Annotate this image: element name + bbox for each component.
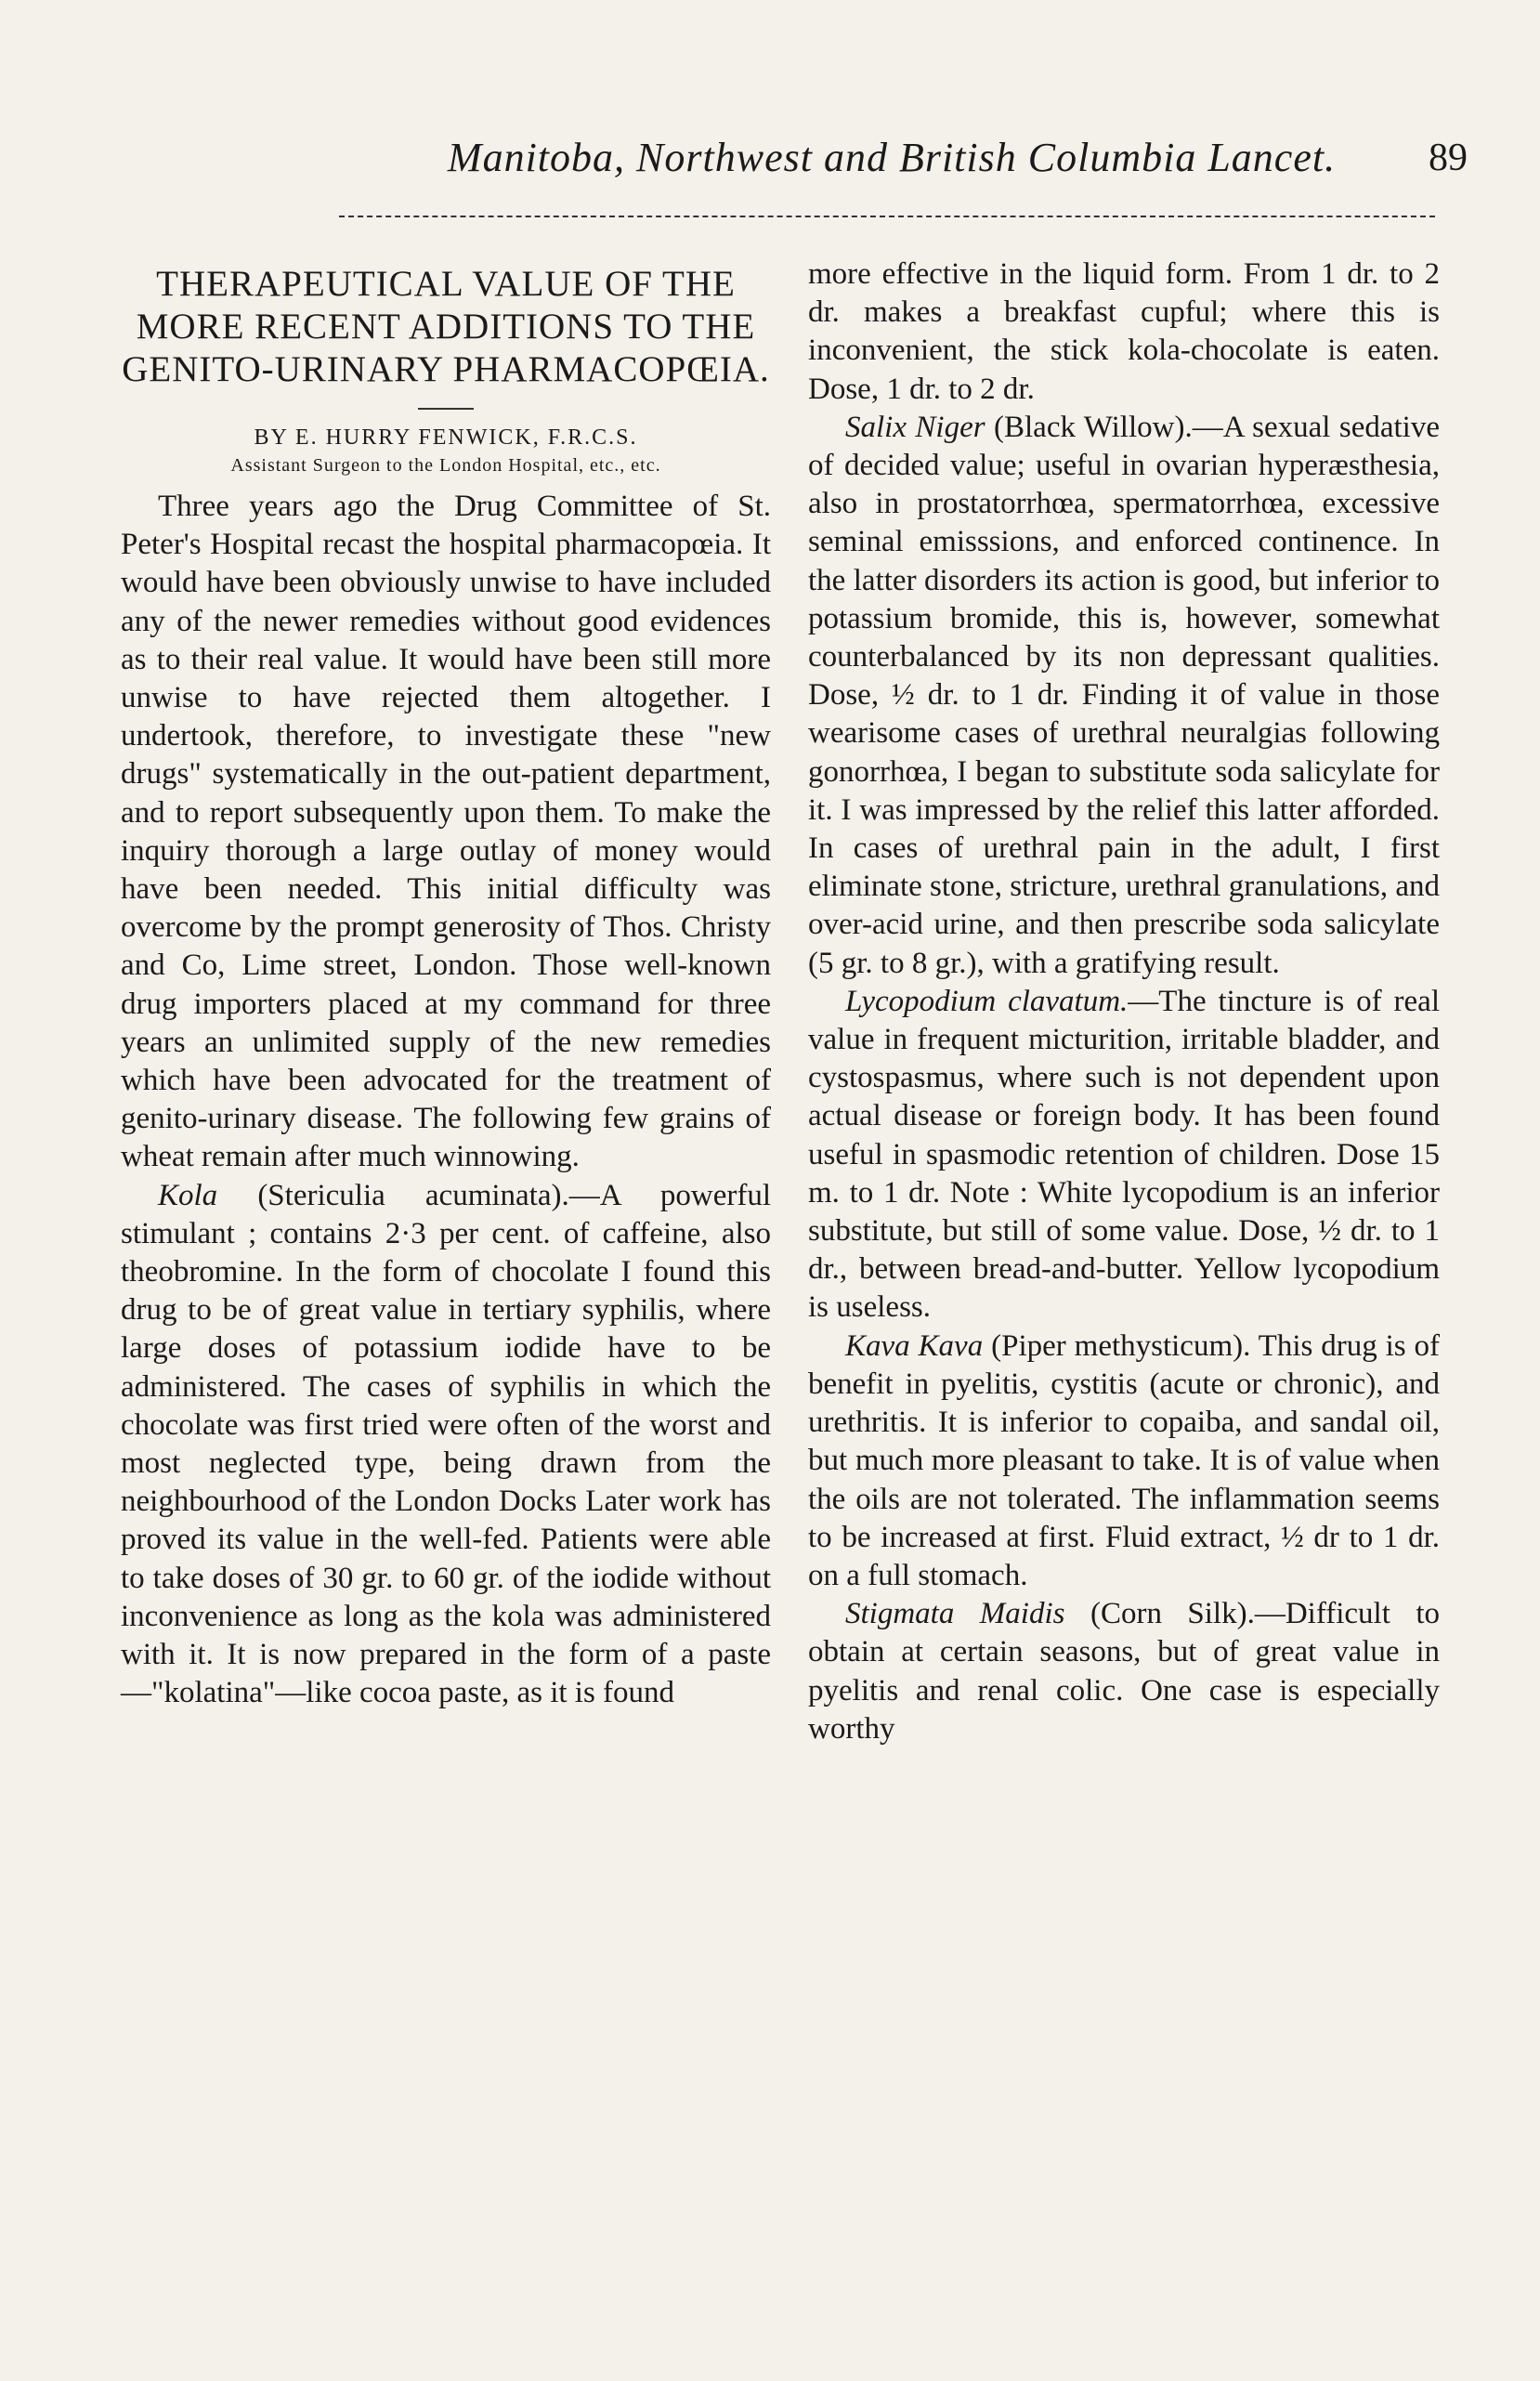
stigmata-text: (Corn Silk).—Difficult to obtain at certain seasons, but of great value in pyelitis and renal colic. One case is especially worthy xyxy=(808,1597,1441,1746)
author-byline: BY E. HURRY FENWICK, F.R.C.S. xyxy=(254,425,638,450)
salix-paragraph xyxy=(808,409,1440,983)
kola-continued: more effective in the liquid form. From 1 dr. to 2 dr. makes a breakfast cupful; where this is inconvenient, the stick kola-chocolate is eaten. Dose, 1 dr. to 2 dr. xyxy=(808,257,1440,406)
kava-text: (Piper methysticum). This drug is of benefit in pyelitis, cystitis (acute or chronic), and urethritis. It is inferior to copaiba, and sandal oil, but much more pleasant to take. It is of value when the oils are not tolerated. The inflammation seems to be increased at first. Fluid extract, ½ dr to 1 dr. on a full stomach. xyxy=(808,1328,1440,1592)
author-affiliation: Assistant Surgeon to the London Hospital, etc., etc. xyxy=(230,455,661,476)
kola-name: Kola xyxy=(158,1178,218,1212)
lycopodium-text: —The tincture is of real value in frequent micturition, irritable bladder, and cystospasmus, where such is not dependent upon actual disease or foreign body. It has been found useful in spasmodic retention of children. Dose 15 m. to 1 dr. Note : White lycopodium is an inferior substitute, but still of some value. Dose, ½ dr. to 1 dr., between bread-and-butter. Yellow lycopodium is useless. xyxy=(808,984,1440,1325)
title-divider xyxy=(418,408,474,410)
kola-paragraph xyxy=(121,1177,771,1713)
salix-text: (Black Willow).—A sexual sedative of decided value; useful in ovarian hyperæsthesia, also in prostatorrhœa, spermatorrhœa, excessive seminal emisssions, and enforced continence. In the latter disorders its action is good, but inferior to potassium bromide, this is, however, somewhat counterbalanced by its non depressant qualities. Dose, ½ dr. to 1 dr. Finding it of value in those wearisome cases of urethral neuralgias following gonorrhœa, I began to substitute soda salicylate for it. I was impressed by the relief this latter afforded. In cases of urethral pain in the adult, I first eliminate stone, stricture, urethral granulations, and over-acid urine, and then prescribe soda salicylate (5 gr. to 8 gr.), with a gratifying result. xyxy=(808,410,1440,980)
stigmata-name: Stigmata Maidis xyxy=(845,1597,1065,1631)
kola-text: (Stericulia acuminata).—A powerful stimulant ; contains 2·3 per cent. of caffeine, also theobromine. In the form of chocolate I found this drug to be of great value in tertiary syphilis, where large doses of potassium iodide have to be administered. The cases of syphilis in which the chocolate was first tried were often of the worst and most neglected type, being drawn from the neighbourhood of the London Docks Later work has proved its value in the well-fed. Patients were able to take doses of 30 gr. to 60 gr. of the iodide without inconvenience as long as the kola was administered with it. It is now prepared in the form of a paste—"kolatina"—like cocoa paste, as it is found xyxy=(121,1178,771,1710)
kava-paragraph xyxy=(808,1328,1440,1595)
left-column xyxy=(121,255,771,1713)
right-column xyxy=(808,255,1440,1748)
article-title: THERAPEUTICAL VALUE OF THE MORE RECENT ADDITIONS TO THE GENITO-URINARY PHARMACOPŒIA. xyxy=(122,264,770,389)
page-number: 89 xyxy=(1429,137,1468,179)
stigmata-paragraph xyxy=(808,1595,1440,1748)
lycopodium-name: Lycopodium clavatum. xyxy=(845,984,1129,1018)
salix-name: Salix Niger xyxy=(845,410,985,444)
header-rule xyxy=(339,216,1435,217)
intro-paragraph: Three years ago the Drug Committee of St. Peter's Hospital recast the hospital pharmacopœia. It would have been obviously unwise to have included any of the newer remedies without good evidences as to their real value. It would have been still more unwise to have rejected them altogether. I undertook, therefore, to investigate these "new drugs" systematically in the out-patient department, and to report subsequently upon them. To make the inquiry thorough a large outlay of money would have been needed. This initial difficulty was overcome by the prompt generosity of Thos. Christy and Co, Lime street, London. Those well-known drug importers placed at my command for three years an unlimited supply of the new remedies which have been advocated for the treatment of genito-urinary disease. The following few grains of wheat remain after much winnowing. xyxy=(121,490,771,1174)
running-title: Manitoba, Northwest and British Columbia Lancet. xyxy=(447,135,1337,180)
kava-name: Kava Kava xyxy=(845,1328,984,1363)
lycopodium-paragraph xyxy=(808,983,1440,1328)
